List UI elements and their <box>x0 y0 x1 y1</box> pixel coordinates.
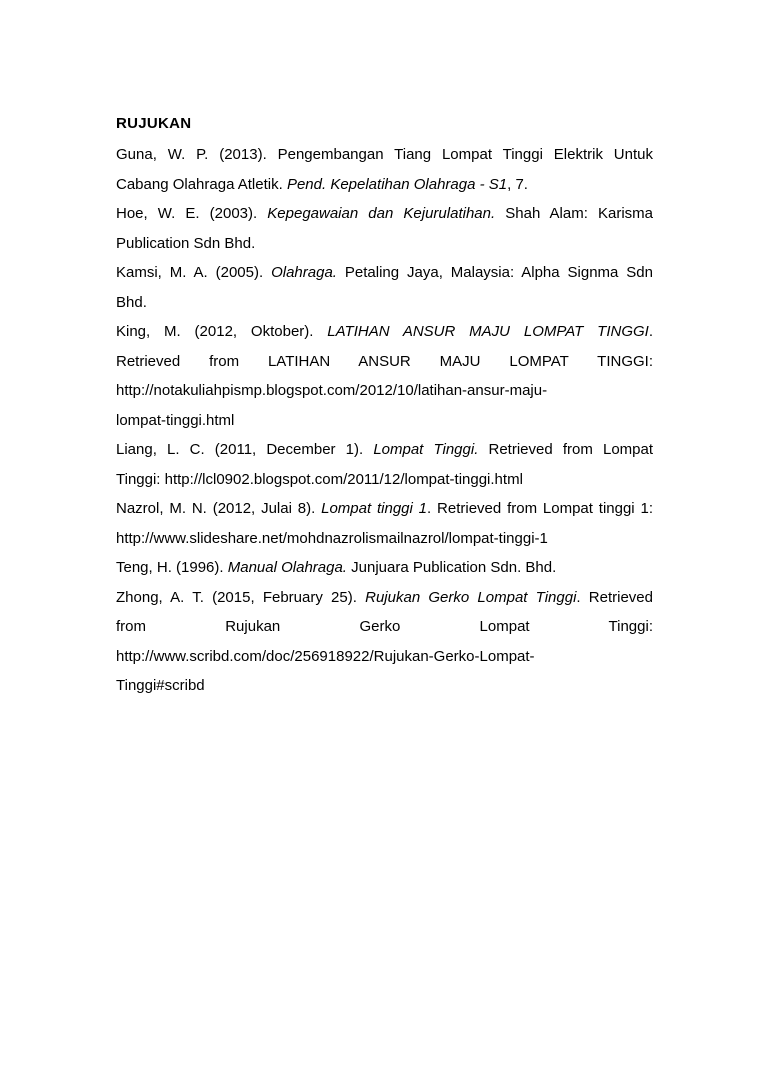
reference-title: Kepegawaian dan Kejurulatihan. <box>267 205 496 222</box>
document-page <box>116 114 653 701</box>
reference-entry <box>116 140 653 199</box>
reference-line: Cabang Olahraga Atletik. Pend. Kepelatihan Olahraga - S1, 7. <box>116 175 528 193</box>
reference-url: Tinggi#scribd <box>116 677 205 694</box>
reference-line: Retrieved from LATIHAN ANSUR MAJU LOMPAT TINGGI: <box>116 352 653 370</box>
reference-title: Lompat tinggi 1 <box>321 500 428 517</box>
reference-entry <box>116 199 653 258</box>
reference-entry <box>116 317 653 435</box>
reference-entry <box>116 553 653 583</box>
reference-line: Hoe, W. E. (2003). Kepegawaian dan Kejurulatihan. Shah Alam: Karisma <box>116 205 654 222</box>
page-title: RUJUKAN <box>116 115 192 132</box>
reference-url: lompat-tinggi.html <box>116 411 235 429</box>
reference-line: Kamsi, M. A. (2005). Olahraga. Petaling Jaya, Malaysia: Alpha Signma Sdn <box>116 264 653 281</box>
reference-url: http://www.scribd.com/doc/256918922/Rujukan-Gerko-Lompat- <box>116 647 535 665</box>
reference-line: from Rujukan Gerko Lompat Tinggi: <box>116 618 653 635</box>
reference-journal: Pend. Kepelatihan Olahraga - S1 <box>286 175 508 193</box>
reference-line: Tinggi: http://lcl0902.blogspot.com/2011/12/lompat-tinggi.html <box>116 470 523 488</box>
reference-title: Olahraga. <box>271 264 337 281</box>
reference-line: Guna, W. P. (2013). Pengembangan Tiang Lompat Tinggi Elektrik Untuk <box>116 146 653 163</box>
reference-line: Liang, L. C. (2011, December 1). Lompat Tinggi. Retrieved from Lompat <box>116 441 654 458</box>
reference-line: Teng, H. (1996). Manual Olahraga. Junjuara Publication Sdn. Bhd. <box>116 559 557 576</box>
reference-title: LATIHAN ANSUR MAJU LOMPAT TINGGI <box>327 323 649 340</box>
reference-title: Lompat Tinggi. <box>373 441 479 458</box>
reference-line: Zhong, A. T. (2015, February 25). Rujukan Gerko Lompat Tinggi. Retrieved <box>116 588 653 606</box>
reference-entry <box>116 494 653 553</box>
reference-line: Publication Sdn Bhd. <box>116 234 256 252</box>
reference-entry <box>116 258 653 317</box>
reference-line: King, M. (2012, Oktober). LATIHAN ANSUR MAJU LOMPAT TINGGI. <box>116 323 653 340</box>
reference-line: Bhd. <box>116 293 147 311</box>
reference-title: Rujukan Gerko Lompat Tinggi <box>365 588 577 606</box>
reference-title: Manual Olahraga. <box>227 559 347 576</box>
reference-url: http://notakuliahpismp.blogspot.com/2012/10/latihan-ansur-maju- <box>116 382 548 399</box>
reference-line: Nazrol, M. N. (2012, Julai 8). Lompat tinggi 1. Retrieved from Lompat tinggi 1: <box>116 500 653 517</box>
reference-entry <box>116 435 653 494</box>
reference-entry <box>116 583 653 701</box>
reference-url: http://www.slideshare.net/mohdnazrolismailnazrol/lompat-tinggi-1 <box>116 529 548 547</box>
